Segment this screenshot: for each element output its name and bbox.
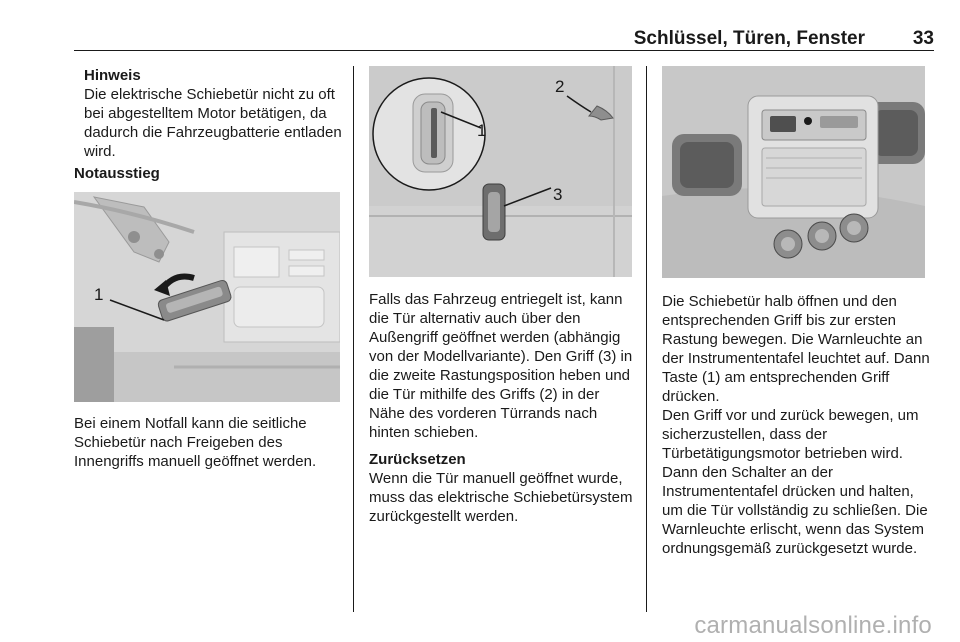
interior-handle-illustration (74, 192, 340, 402)
section-heading-zuruecksetzen: Zurücksetzen (369, 451, 466, 468)
figure2-callout-1: 1 (477, 121, 487, 140)
watermark: carmanualsonline.info (694, 612, 932, 639)
figure2-callout-2: 2 (555, 77, 565, 96)
right-paragraph-2: Den Griff vor und zurück bewegen, um sicherzustellen, dass der Türbetätigungsmotor betrieben wird. Dann den Schalter an der Instrumententafel drücken und halten, um die Tür vollständig zu schließen. Die Warnleuchte erlischt, wenn das System ordnungsgemäß zurückgesetzt wurde. (662, 407, 928, 557)
middle-paragraph: Falls das Fahrzeug entriegelt ist, kann die Tür alternativ auch über den Außengriff geöffnet werden (abhängig von der Modellvariante). Den Griff (3) in die zweite Rastungsposition heben und die Tür mithilfe des Griffs (2) in der Nähe des vorderen Türrands nach hinten schieben. (369, 291, 633, 441)
note-box (84, 66, 346, 161)
note-text: Die elektrische Schiebetür nicht zu oft bei abgestelltem Motor betätigen, da dadurch die Fahrzeugbatterie entladen wird. (84, 86, 342, 160)
header-rule (74, 50, 934, 51)
left-paragraph: Bei einem Notfall kann die seitliche Schiebetür nach Freigeben des Innengriffs manuell geöffnet werden. (74, 415, 317, 470)
figure1-callout-1: 1 (94, 285, 104, 304)
page-header-title: Schlüssel, Türen, Fenster (633, 28, 865, 49)
note-heading: Hinweis (84, 67, 141, 84)
section-heading-notausstieg: Notausstieg (74, 165, 160, 182)
page-number: 33 (912, 28, 934, 49)
figure-exterior-handles (369, 66, 632, 277)
exterior-handles-illustration (369, 66, 632, 277)
instrument-panel-illustration (662, 66, 925, 278)
figure-instrument-panel (662, 66, 925, 278)
reset-paragraph: Wenn die Tür manuell geöffnet wurde, muss das elektrische Schiebetürsystem zurückgestellt werden. (369, 470, 633, 525)
figure2-callout-3: 3 (553, 185, 563, 204)
figure-interior-handle (74, 192, 340, 402)
column-divider-right (646, 66, 647, 612)
column-divider-left (353, 66, 354, 612)
right-paragraph-1: Die Schiebetür halb öffnen und den entsprechenden Griff bis zur ersten Rastung bewegen. Die Warnleuchte an der Instrumententafel leuchtet auf. Dann Taste (1) am entsprechenden Griff drücken. (662, 293, 930, 405)
